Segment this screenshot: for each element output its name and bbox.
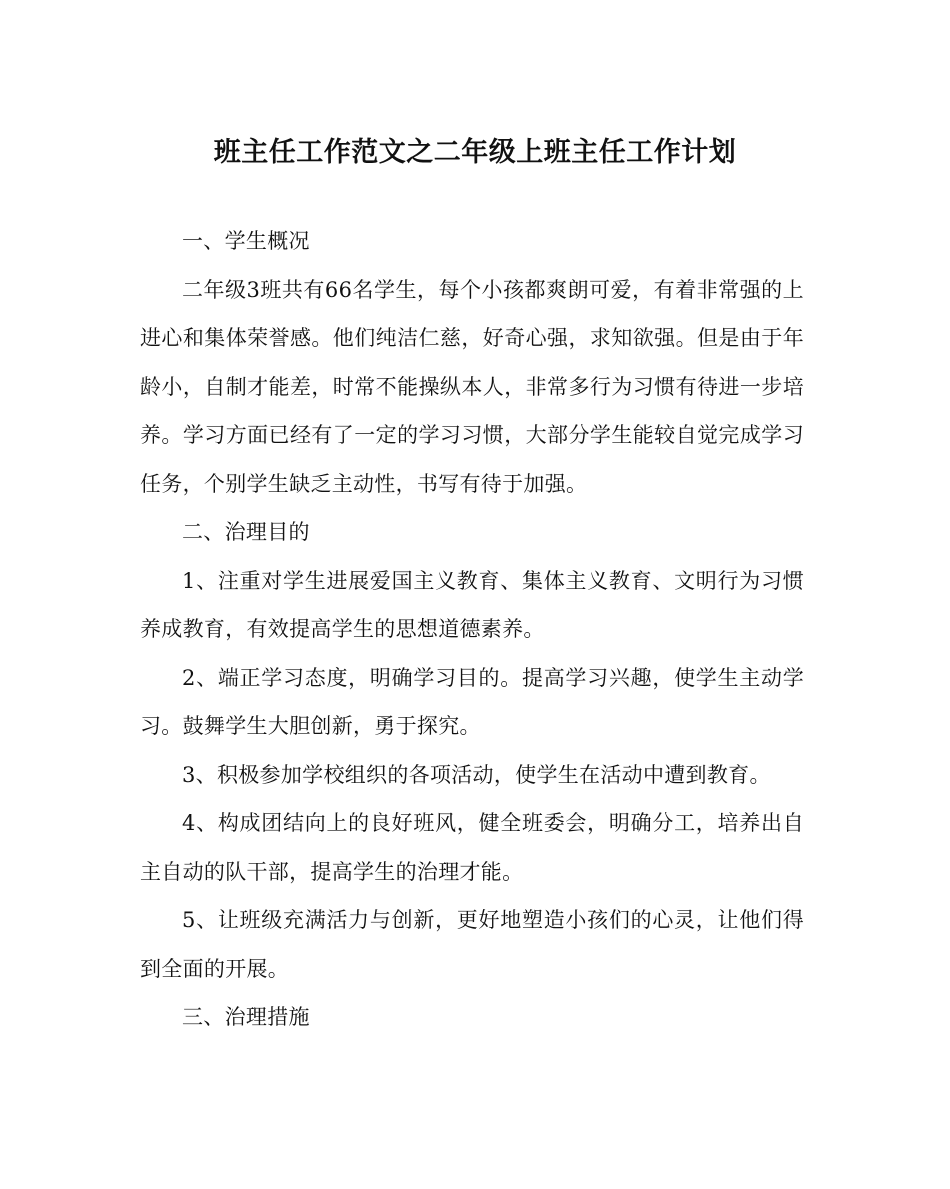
goal-item-1: 1、注重对学生进展爱国主义教育、集体主义教育、文明行为习惯养成教育，有效提高学生的思想道德素养。	[140, 568, 804, 641]
goal-item-4: 4、构成团结向上的良好班风，健全班委会，明确分工，培养出自主自动的队干部，提高学生的治理才能。	[140, 811, 804, 884]
goal-item-5: 5、让班级充满活力与创新，更好地塑造小孩们的心灵，让他们得到全面的开展。	[140, 908, 804, 981]
section-heading-1: 一、学生概况	[182, 229, 310, 253]
paragraph-student-overview: 二年级3班共有66名学生，每个小孩都爽朗可爱，有着非常强的上进心和集体荣誉感。他们纯洁仁慈，好奇心强，求知欲强。但是由于年龄小，自制才能差，时常不能操纵本人，非常多行为习惯有待进一步培养。学习方面已经有了一定的学习习惯，大部分学生能较自觉完成学习任务，个别学生缺乏主动性，书写有待于加强。	[140, 277, 804, 496]
section-heading-3: 三、治理措施	[182, 1005, 310, 1029]
section-heading-2: 二、治理目的	[182, 520, 310, 544]
goal-item-2: 2、端正学习态度，明确学习目的。提高学习兴趣，使学生主动学习。鼓舞学生大胆创新，勇于探究。	[140, 665, 804, 738]
goal-item-3: 3、积极参加学校组织的各项活动，使学生在活动中遭到教育。	[182, 762, 771, 787]
document-title: 班主任工作范文之二年级上班主任工作计划	[213, 137, 737, 168]
document-body	[140, 217, 804, 1042]
